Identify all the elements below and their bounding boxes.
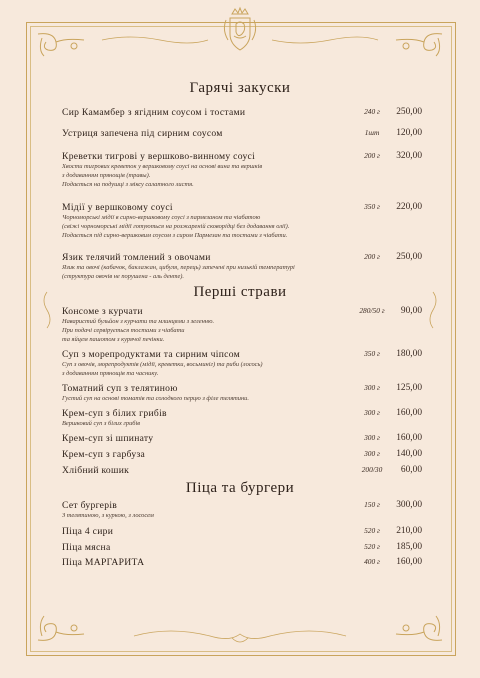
item-name: Устриця запечена під сирним соусом bbox=[62, 128, 223, 139]
corner-ornament-bottom-left bbox=[34, 608, 94, 644]
item-price: 250,00 bbox=[396, 107, 422, 117]
menu-item bbox=[62, 465, 422, 476]
item-price: 320,00 bbox=[396, 151, 422, 161]
item-description: Подається під сирно-вершковим соусом з сиром Пармезан та тостами з чіабати. bbox=[62, 232, 288, 239]
item-weight: 150 г bbox=[364, 500, 380, 509]
item-name: Томатний суп з телятиною bbox=[62, 383, 178, 394]
item-description: (свіжі чорноморські мідії готуються на розжареній сковорідці без додавання олії). bbox=[62, 223, 290, 230]
item-price: 180,00 bbox=[396, 349, 422, 359]
menu-item bbox=[62, 107, 422, 118]
corner-ornament-top-left bbox=[34, 30, 94, 60]
item-name: Крем-суп з білих грибів bbox=[62, 408, 167, 419]
item-description: Чорноморські мідії в сирно-вершковому соусі з пармезаном та чіабатою bbox=[62, 214, 261, 221]
menu-item bbox=[62, 542, 422, 553]
menu-item bbox=[62, 408, 422, 428]
corner-ornament-bottom-right bbox=[386, 608, 446, 644]
item-name: Сет бургерів bbox=[62, 500, 118, 511]
item-name: Піца мясна bbox=[62, 542, 111, 553]
item-name: Суп з морепродуктами та сирним чіпсом bbox=[62, 349, 240, 360]
item-weight: 200 г bbox=[364, 252, 380, 261]
item-weight: 200/30 bbox=[361, 465, 383, 474]
corner-ornament-top-right bbox=[386, 30, 446, 60]
item-description: з додаванням прянощів та часнику. bbox=[62, 370, 159, 377]
item-description: З телятиною, з куркою, з лососем bbox=[62, 512, 154, 519]
item-description: Хвости тигрових креветок у вершковому соусі на основі вина та вершків bbox=[62, 163, 263, 170]
item-price: 220,00 bbox=[396, 202, 422, 212]
item-name: Крем-суп з гарбуза bbox=[62, 449, 146, 460]
item-weight: 300 г bbox=[364, 433, 380, 442]
item-weight: 520 г bbox=[364, 542, 380, 551]
section-title-hot-appetizers: Гарячі закуски bbox=[189, 80, 291, 96]
item-name: Хлібний кошик bbox=[62, 465, 130, 476]
menu-item bbox=[62, 252, 422, 281]
menu-item bbox=[62, 151, 422, 189]
menu-item bbox=[62, 202, 422, 240]
item-price: 185,00 bbox=[396, 542, 422, 552]
item-weight: 280/50 г bbox=[359, 306, 385, 315]
item-price: 160,00 bbox=[396, 408, 422, 418]
item-weight: 240 г bbox=[364, 107, 380, 116]
menu-item bbox=[62, 500, 422, 520]
item-price: 210,00 bbox=[396, 526, 422, 536]
item-description: Густий суп на основі томатів та солодкого перцю з філе телятини. bbox=[62, 395, 249, 402]
menu-item bbox=[62, 128, 422, 139]
item-description: Наваристий бульйон з курчати та млинцями з зеленню. bbox=[62, 318, 215, 325]
item-description: з додаванням прянощів (травы). bbox=[62, 172, 151, 179]
top-flourish-right bbox=[270, 34, 380, 46]
item-name: Язик телячий томлений з овочами bbox=[62, 252, 211, 263]
item-weight: 300 г bbox=[364, 383, 380, 392]
item-price: 120,00 bbox=[396, 128, 422, 138]
menu-item bbox=[62, 449, 422, 460]
item-description: Вершковий суп з білих грибів bbox=[62, 420, 141, 427]
item-description: Подається на подушці з міксу салатного листя. bbox=[62, 181, 194, 188]
item-weight: 300 г bbox=[364, 408, 380, 417]
item-price: 300,00 bbox=[396, 500, 422, 510]
top-flourish-left bbox=[100, 34, 210, 46]
item-weight: 350 г bbox=[364, 349, 380, 358]
item-description: Суп з овочів, морепродуктів (мідії, креветки, восьминіг) та риби (лосось) bbox=[62, 361, 263, 368]
item-weight: 200 г bbox=[364, 151, 380, 160]
menu-item bbox=[62, 557, 422, 568]
bottom-flourish bbox=[130, 624, 350, 648]
item-name: Крем-суп зі шпинату bbox=[62, 433, 154, 444]
item-name: Консоме з курчати bbox=[62, 306, 143, 317]
item-price: 160,00 bbox=[396, 557, 422, 567]
item-description: та яйцем пашотом з курячої печінки. bbox=[62, 336, 165, 343]
menu-item bbox=[62, 433, 422, 444]
item-weight: 1шт bbox=[364, 128, 380, 137]
item-name: Піца МАРГАРИТА bbox=[62, 557, 145, 568]
menu-item bbox=[62, 383, 422, 403]
item-weight: 520 г bbox=[364, 526, 380, 535]
section-title-soups: Перші страви bbox=[193, 284, 287, 300]
item-price: 250,00 bbox=[396, 252, 422, 262]
menu-item bbox=[62, 526, 422, 537]
item-weight: 400 г bbox=[364, 557, 380, 566]
item-weight: 300 г bbox=[364, 449, 380, 458]
item-name: Мідії у вершковому соусі bbox=[62, 202, 173, 213]
menu-item bbox=[62, 306, 422, 344]
item-price: 160,00 bbox=[396, 433, 422, 443]
item-description: (структура овочів не порушена - аль денте). bbox=[62, 273, 185, 280]
item-weight: 350 г bbox=[364, 202, 380, 211]
section-title-pizza-burgers: Піца та бургери bbox=[185, 480, 295, 496]
item-description: Язик та овочі (кабачок, баклажан, цибуля, перець) запечені при низькій температурі bbox=[62, 264, 295, 271]
item-name: Креветки тигрові у вершково-винному соусі bbox=[62, 151, 256, 162]
item-price: 125,00 bbox=[396, 383, 422, 393]
item-price: 60,00 bbox=[400, 465, 422, 475]
item-name: Піца 4 сири bbox=[62, 526, 114, 537]
menu-item bbox=[62, 349, 422, 378]
item-price: 140,00 bbox=[396, 449, 422, 459]
item-name: Сир Камамбер з ягідним соусом і тостами bbox=[62, 107, 246, 118]
item-description: При подачі сервірується тостами з чіабати bbox=[62, 327, 185, 334]
item-price: 90,00 bbox=[400, 306, 422, 316]
lion-crest-icon bbox=[220, 6, 260, 54]
